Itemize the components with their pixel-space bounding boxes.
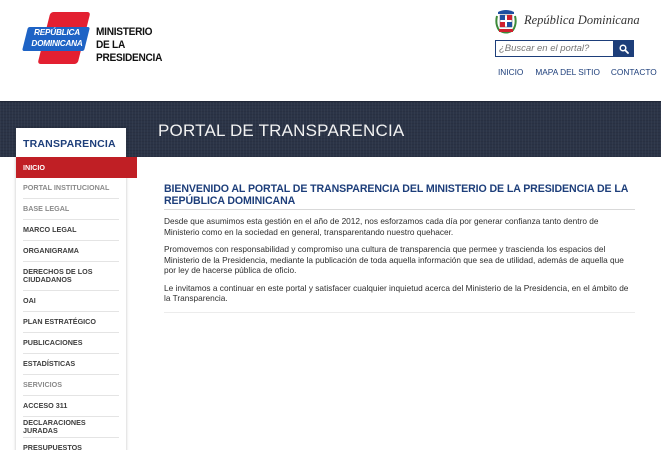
nav-contacto[interactable]: CONTACTO <box>610 67 657 77</box>
main-content <box>164 183 635 313</box>
sidebar-menu <box>16 157 126 450</box>
logo-ministry-line2: DE LA PRESIDENCIA <box>96 39 163 64</box>
intro-paragraph-1: Desde que asumimos esta gestión en el año de 2012, nos esforzamos cada día por generar confianza tanto dentro de Ministerio como en la sociedad en general, transparentando nuestro quehacer. <box>164 216 599 237</box>
search-input[interactable] <box>495 40 614 57</box>
sidebar-item-acceso-311[interactable]: ACCESO 311 <box>16 396 126 417</box>
sidebar-item-organigrama[interactable]: ORGANIGRAMA <box>16 241 126 262</box>
sidebar-item-declaraciones-juradas[interactable]: DECLARACIONES JURADAS <box>16 417 126 438</box>
republic-label: República Dominicana <box>524 13 640 27</box>
sidebar-item-presupuestos[interactable]: PRESUPUESTOS <box>16 438 126 450</box>
sidebar <box>16 128 126 450</box>
sidebar-title: TRANSPARENCIA <box>23 138 116 150</box>
intro-paragraph-2: Promovemos con responsabilidad y compromiso una cultura de transparencia que permee y trascienda los espacios del Ministerio de la Presidencia, mediante la publicación de toda aquella información que sea de utilidad, además de aquella que por ley de hacerse pública de oficio. <box>164 243 624 276</box>
sidebar-item-base-legal[interactable]: BASE LEGAL <box>16 199 126 220</box>
nav-inicio[interactable]: INICIO <box>498 67 524 77</box>
search-icon <box>619 44 629 54</box>
logo-ministry-line1: MINISTERIO <box>96 26 153 38</box>
coat-of-arms-icon <box>494 8 518 34</box>
top-nav <box>498 67 657 77</box>
page-title: PORTAL DE TRANSPARENCIA <box>158 121 405 140</box>
sidebar-item-marco-legal[interactable]: MARCO LEGAL <box>16 220 126 241</box>
search-button[interactable] <box>614 40 634 57</box>
sidebar-item-estadisticas[interactable]: ESTADÍSTICAS <box>16 354 126 375</box>
logo-flag-line1: REPÚBLICA <box>34 28 80 37</box>
logo-flag-line2: DOMINICANA <box>31 39 83 48</box>
sidebar-item-derechos-ciudadanos[interactable]: DERECHOS DE LOS CIUDADANOS <box>16 262 126 291</box>
nav-mapa-del-sitio[interactable]: MAPA DEL SITIO <box>535 67 600 77</box>
sidebar-item-servicios[interactable]: SERVICIOS <box>16 375 126 396</box>
sidebar-item-publicaciones[interactable]: PUBLICACIONES <box>16 333 126 354</box>
sidebar-item-plan-estrategico[interactable]: PLAN ESTRATÉGICO <box>16 312 126 333</box>
site-header <box>0 0 661 101</box>
ministry-logo[interactable] <box>22 10 192 70</box>
search-bar <box>495 40 634 57</box>
content-divider <box>164 312 635 313</box>
intro-paragraph-3: Le invitamos a continuar en este portal y satisfacer cualquier inquietud acerca del Ministerio de la Presidencia, en el ámbito de la Transparencia. <box>164 282 629 304</box>
sidebar-item-inicio[interactable]: INICIO <box>16 157 137 178</box>
sidebar-item-portal-institucional[interactable]: PORTAL INSTITUCIONAL <box>16 178 126 199</box>
flag-logo-icon <box>22 10 88 66</box>
sidebar-item-oai[interactable]: OAI <box>16 291 126 312</box>
welcome-heading: BIENVENIDO AL PORTAL DE TRANSPARENCIA DEL MINISTERIO DE LA PRESIDENCIA DE LA REPÚBLICA DOMINICANA <box>164 183 635 210</box>
